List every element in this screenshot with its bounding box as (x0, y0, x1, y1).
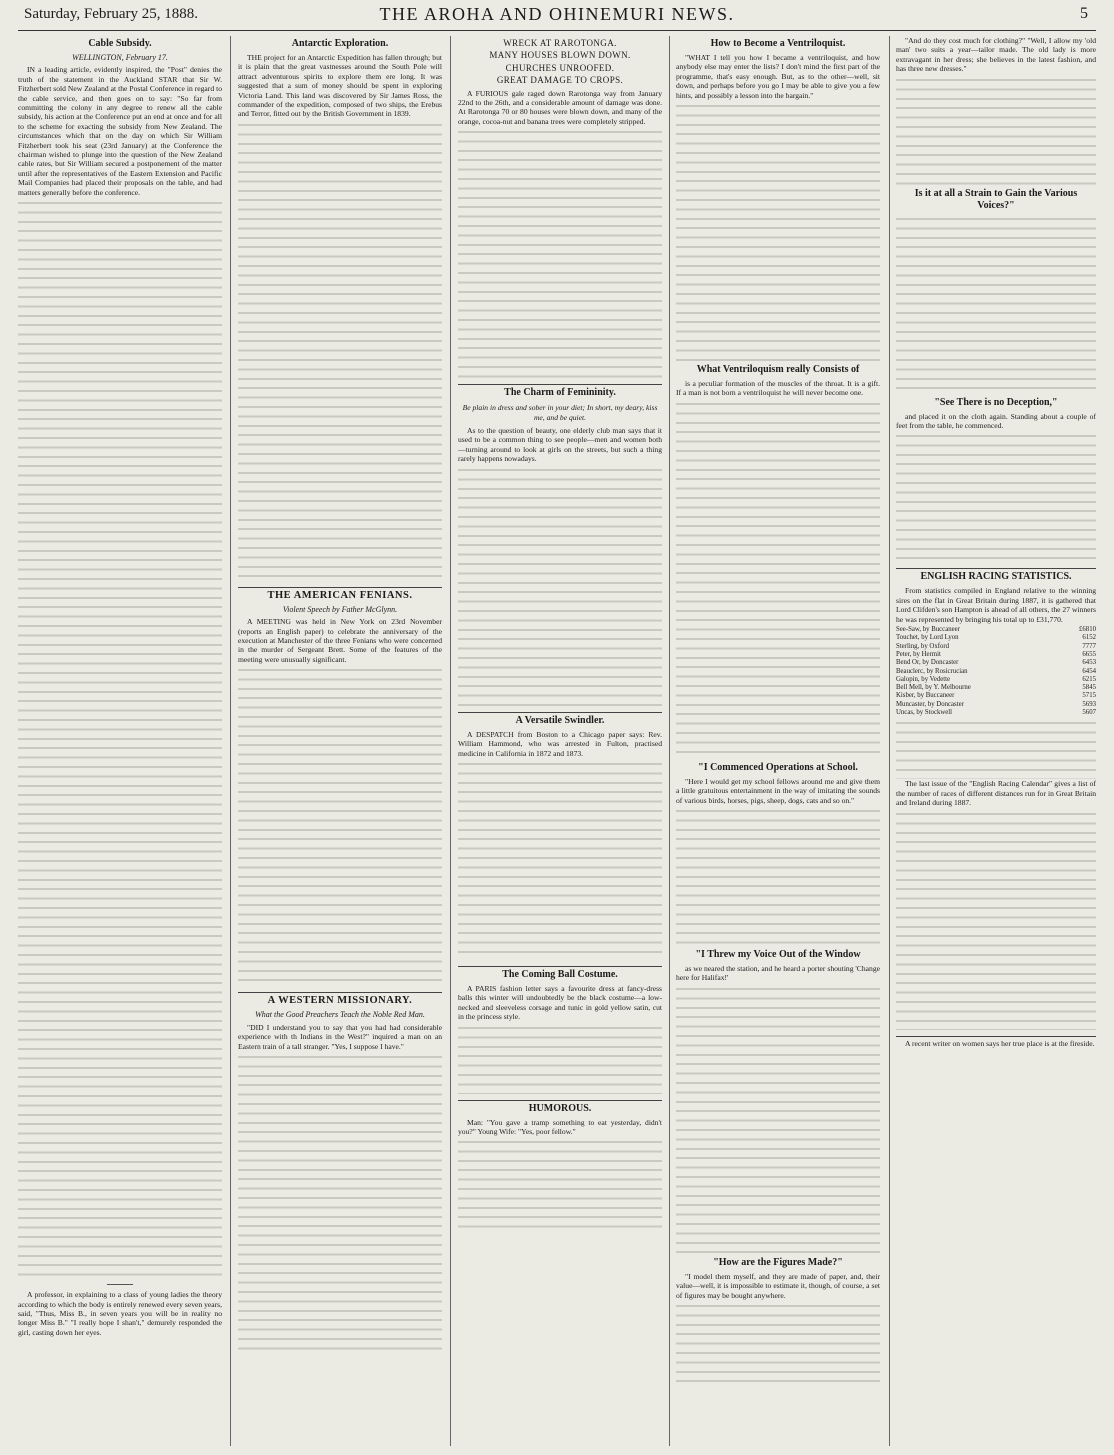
winnings: 5607 (1082, 709, 1096, 717)
article-heading: How to Become a Ventriloquist. (710, 38, 846, 49)
article-subheading: Violent Speech by Father McGlynn. (282, 604, 398, 614)
text-lines (458, 1024, 662, 1094)
sire-name: Muncaster, by Doncaster (896, 700, 964, 708)
headline: MANY HOUSES BLOWN DOWN. (489, 50, 631, 61)
winnings: 6453 (1082, 659, 1096, 667)
column-3 (458, 36, 662, 1448)
dateline: WELLINGTON, February 17. (72, 53, 168, 62)
article-body: and placed it on the cloth again. Standing about a couple of feet from the table, he commenced. (896, 411, 1096, 431)
separator (458, 384, 662, 385)
text-lines (18, 199, 222, 1279)
racing-table-row (896, 676, 1096, 684)
text-lines (458, 760, 662, 960)
sire-name: Sterling, by Oxford (896, 642, 950, 650)
article-subheading: What the Good Preachers Teach the Noble Red Man. (255, 1010, 425, 1020)
text-lines (238, 666, 442, 986)
article-body: A DESPATCH from Boston to a Chicago paper says: Rev. William Hammond, who was arrested in Fulton, practised medicine in California in 1872 and 1873. (458, 729, 662, 758)
headline: WRECK AT RAROTONGA. (503, 38, 617, 48)
headline: GREAT DAMAGE TO CROPS. (496, 75, 624, 86)
column-2 (238, 36, 442, 1448)
article-body: A FURIOUS gale raged down Rarotonga way from January 22nd to the 26th, and a considerable amount of damage was done. At Rarotonga 70 or 80 houses were blown down, and many of the orange, cocoa-nut and banana trees were completely stripped. (458, 88, 662, 126)
text-lines (458, 128, 662, 378)
winnings: 5845 (1082, 684, 1096, 692)
section-heading: "I Commenced Operations at School. (698, 761, 858, 773)
page-number: 5 (1080, 5, 1088, 22)
sire-name: Touchet, by Lord Lyon (896, 634, 959, 642)
section-heading: "How are the Figures Made?" (713, 1256, 843, 1268)
text-lines (238, 1053, 442, 1353)
article-body: IN a leading article, evidently inspired, the "Post" denies the truth of the statement in the Auckland STAR that Sir W. Fitzherbert sold New Zealand at the Postal Conference in regard to the cable service, and then goes on to say: "So far from committing the colony in any degree to renew all the cable subsidy, his action at the Conference put an end at once and for all to the scheme for exacting the subsidy from New Zealand. The circumstances which that on the day on which Sir William Fitzherbert took his seat (23rd January) at the Conference the chairman wished to plunge into the question of the New Zealand cable rates, but Sir William secured a postponement of the matter until after the representatives of the Eastern Extension and Pacific Mail Companies had placed their proposals on the table, and had matters generally before the conference. (18, 65, 222, 197)
text-lines (458, 1138, 662, 1228)
headline: CHURCHES UNROOFED. (505, 62, 615, 73)
article-body: A PARIS fashion letter says a favourite dress at fancy-dress balls this winter will undoubtedly be the black costume—a low-necked and sleeveless corsage and tunic in gold yellow satin, cut in the princess style. (458, 983, 662, 1022)
sire-name: Beauclerc, by Rosicrucian (896, 667, 968, 675)
racing-table-row (896, 701, 1096, 709)
racing-table-row (896, 684, 1096, 692)
article-body: Man: "You gave a tramp something to eat yesterday, didn't you?" Young Wife: "Yes, poor fellow." (458, 1117, 662, 1136)
separator (238, 587, 442, 588)
article-heading: The Coming Ball Costume. (502, 968, 618, 980)
masthead-rule (18, 30, 1096, 31)
column-5 (896, 36, 1096, 1448)
sire-name: Kisber, by Buccaneer (896, 692, 955, 700)
article-body: "I model them myself, and they are made of paper, and, their value—well, it is impossible to estimate it, though, of course, a set of figures may be bought anywhere. (676, 1271, 880, 1300)
section-heading: Is it at all a Strain to Gain the Various Voices?" (914, 187, 1078, 211)
separator (458, 712, 662, 713)
sire-name: Uncas, by Stockwell (896, 709, 953, 717)
column-divider (669, 36, 670, 1446)
article-body: THE project for an Antarctic Expedition has fallen through; but it is plain that the great vastnesses around the South Pole will attract adventurous spirits to explore them ere long. It was suggested that a sum of money should be spent in exploring Victoria Land. This land was discovered by Sir James Ross, the commander of the expedition, composed of two ships, the Erebus and Terror, fitted out by the British Government in 1839. (238, 53, 442, 119)
article-body: as we neared the station, and he heard a porter shouting 'Change here for Halifax!' (676, 964, 880, 983)
article-heading: A Versatile Swindler. (515, 714, 605, 726)
winnings: £6810 (1079, 626, 1096, 634)
column-4 (676, 36, 880, 1448)
text-lines (238, 121, 442, 581)
column-divider (230, 36, 231, 1446)
article-heading: The Charm of Femininity. (504, 387, 616, 399)
article-body: A professor, in explaining to a class of young ladies the theory according to which the body is entirely renewed every seven years, said, "Thus, Miss B., in seven years you will be in reality no longer Miss B." "I really hope I shan't," demurely responded the girl, casting down her eyes. (18, 1290, 222, 1337)
column-divider (450, 36, 451, 1446)
text-lines (676, 1302, 880, 1382)
winnings: 6215 (1082, 675, 1096, 683)
winnings: 6454 (1082, 667, 1096, 675)
article-body: As to the question of beauty, one elderly club man says that it used to be a common thing to see people—men and women both—turning around to look at girls on the streets, but such a thing rarely happens nowadays. (458, 426, 662, 464)
text-lines (676, 400, 880, 760)
sire-name: Bell Mell, by Y. Melbourne (896, 684, 971, 692)
article-body: is a peculiar formation of the muscles of the throat. It is a gift. If a man is not born a ventriloquist he will never become one. (676, 379, 880, 398)
text-lines (676, 985, 880, 1255)
section-heading: "See There is no Deception," (934, 396, 1058, 408)
article-body: A MEETING was held in New York on 23rd November (reports an English paper) to celebrate the anniversary of the execution at Manchester of the three Fenians who were concerned in the murder of Sergeant Brett. Some of the features of the meeting were unusually significant. (238, 617, 442, 664)
article-body: "And do they cost much for clothing?" "Well, I allow my 'old man' two suits a year—tailor made. The old lady is more extravagant in her dress; she believes in the latest fashion, and has three new dresses." (896, 36, 1096, 74)
newspaper-title: THE AROHA AND OHINEMURI NEWS. (379, 4, 735, 24)
racing-table-row (896, 692, 1096, 700)
racing-table-row (896, 659, 1096, 667)
separator (896, 568, 1096, 569)
winnings: 6152 (1082, 634, 1096, 642)
racing-table-row (896, 626, 1096, 634)
text-lines (896, 432, 1096, 562)
article-body: A recent writer on women says her true place is at the fireside. (905, 1038, 1095, 1048)
separator (458, 966, 662, 967)
article-body: "Here I would get my school fellows around me and give them a little gratuitous entertainment in the way of imitating the sounds of various birds, horses, pigs, sheep, dogs, cats and so on." (676, 776, 880, 805)
column-divider (889, 36, 890, 1446)
text-lines (896, 215, 1096, 395)
separator (896, 1036, 1096, 1037)
winnings: 5693 (1082, 700, 1096, 708)
section-heading: What Ventriloquism really Consists of (696, 364, 860, 376)
text-lines (896, 810, 1096, 1030)
text-lines (676, 102, 880, 362)
column-1 (18, 36, 222, 1448)
sire-name: Peter, by Hermit (896, 650, 941, 658)
article-heading: A WESTERN MISSIONARY. (267, 995, 413, 1007)
sire-name: Galopin, by Vedette (896, 675, 951, 683)
sire-name: Bend Or, by Doncaster (896, 659, 959, 667)
winnings: 7777 (1082, 642, 1096, 650)
article-body: "WHAT I tell you how I became a ventriloquist, and how anybody else may enter the lists? I don't mind the first part of the programme, that's easy enough. But, as to the other—well, sit down, and perhaps before you go I may be able to give you a few hints, and possibly a lesson into the bargain." (676, 53, 880, 100)
racing-table (896, 626, 1096, 717)
racing-table-row (896, 634, 1096, 642)
separator (238, 992, 442, 993)
racing-table-row (896, 643, 1096, 651)
text-lines (458, 466, 662, 706)
winnings: 6655 (1082, 650, 1096, 658)
separator (107, 1284, 133, 1285)
sire-name: See-Saw, by Buccaneer (896, 626, 960, 634)
article-heading: HUMOROUS. (528, 1102, 592, 1114)
racing-table-row (896, 709, 1096, 717)
text-lines (676, 807, 880, 947)
epigraph: Be plain in dress and sober in your diet; In short, my deary, kiss me, and be quiet. (462, 403, 658, 422)
article-body: "DID I understand you to say that you had had considerable experience with th Indians in the West?" inquired a man on an Eastern train of a tall stranger. "Yes, I suppose I have." (238, 1022, 442, 1051)
text-lines (896, 76, 1096, 186)
article-body: From statistics compiled in England relative to the winning sires on the flat in Great Britain during 1887, it is gathered that Lord Clifden's son Hampton is ahead of all others, the 27 winners he was represented by bringing his total up to £31,770. (896, 586, 1096, 624)
masthead (0, 0, 1114, 30)
article-heading: THE AMERICAN FENIANS. (267, 589, 413, 601)
article-heading: Cable Subsidy. (88, 38, 152, 49)
section-heading: "I Threw my Voice Out of the Window (695, 949, 861, 961)
text-lines (896, 719, 1096, 779)
article-body: The last issue of the "English Racing Calendar" gives a list of the number of races of different distances run for in Great Britain and Ireland during 1887. (896, 779, 1096, 808)
separator (458, 1100, 662, 1101)
racing-table-row (896, 668, 1096, 676)
issue-date: Saturday, February 25, 1888. (24, 6, 198, 22)
article-heading: Antarctic Exploration. (291, 38, 389, 49)
winnings: 5715 (1082, 692, 1096, 700)
racing-table-row (896, 651, 1096, 659)
article-heading: ENGLISH RACING STATISTICS. (920, 571, 1072, 583)
